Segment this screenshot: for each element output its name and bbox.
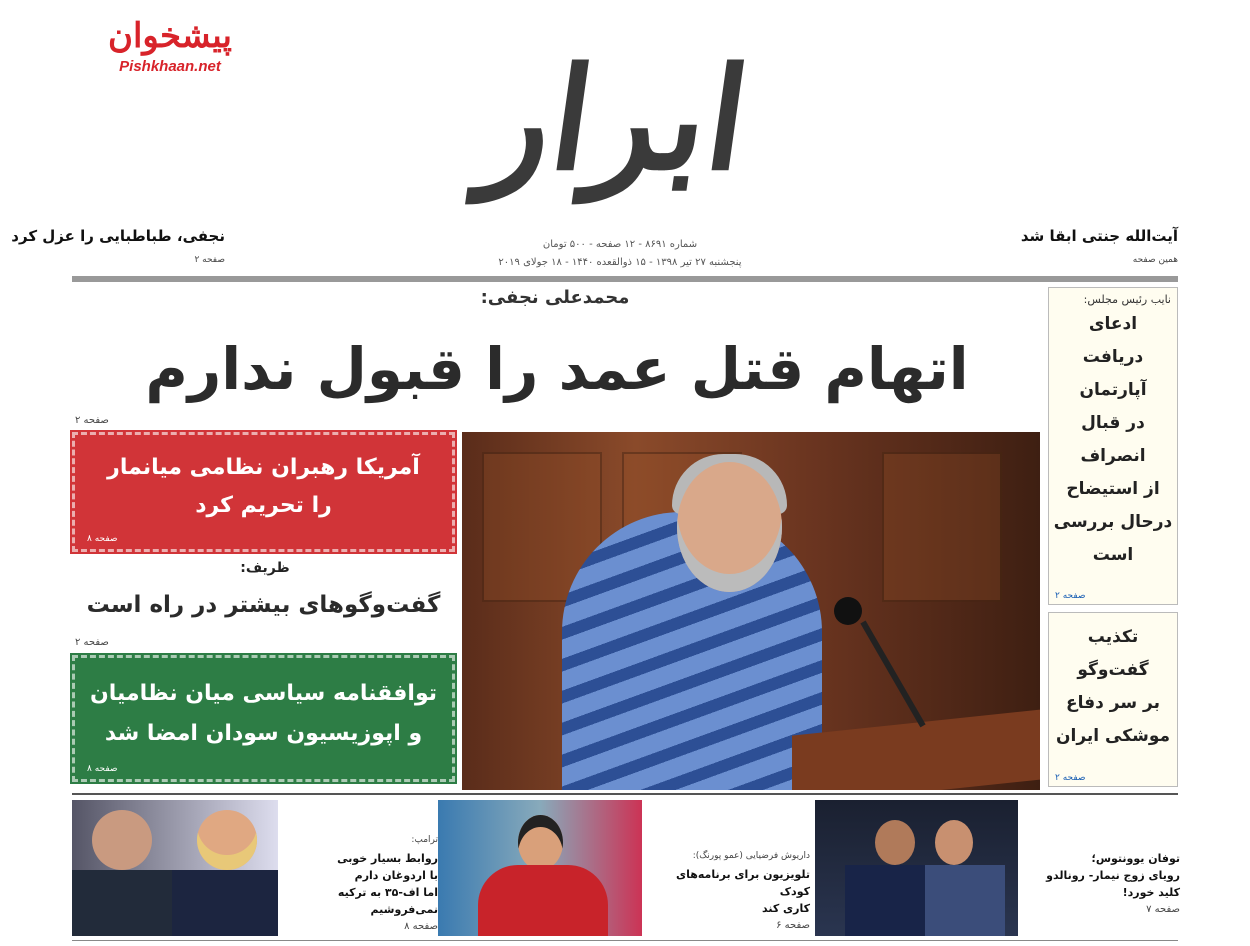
right-story-1-page: صفحه ۲ xyxy=(1055,591,1086,601)
trump-erdogan-photo xyxy=(72,800,278,936)
bottom-story-1[interactable] xyxy=(282,834,438,933)
lead-kicker: محمدعلی نجفی: xyxy=(480,287,630,308)
bottom-story-3-line: رویای زوج نیمار- رونالدو xyxy=(1046,869,1180,882)
red-box-story[interactable] xyxy=(72,432,455,552)
bottom-story-2-page: صفحه ۶ xyxy=(776,920,810,931)
bottom-story-2-line: تلویزیون برای برنامه‌های کودک xyxy=(676,868,810,898)
bottom-story-1-line: اما اف-۳۵ به ترکیه نمی‌فروشیم xyxy=(337,886,438,916)
bottom-rule xyxy=(72,940,1178,941)
bottom-story-1-page: صفحه ۸ xyxy=(404,921,438,932)
right-story-1-line: در قبال xyxy=(1081,413,1145,433)
microphone-icon xyxy=(834,597,862,625)
lead-headline[interactable]: اتهام قتل عمد را قبول ندارم xyxy=(145,335,969,403)
top-right-page: همین صفحه xyxy=(1132,255,1178,265)
right-story-1-line: ادعای xyxy=(1088,314,1138,334)
bottom-story-3[interactable] xyxy=(1022,850,1180,916)
bottom-story-3-line: توفان یوونتوس؛ xyxy=(1091,852,1180,865)
lead-photo xyxy=(462,432,1040,790)
header-rule xyxy=(72,276,1178,282)
zarif-kicker: ظریف: xyxy=(240,560,290,576)
zarif-page: صفحه ۲ xyxy=(75,637,109,648)
pishkhaan-logo xyxy=(95,10,245,110)
bottom-story-1-line: با اردوغان دارم xyxy=(354,869,438,882)
right-story-1-line: آپارتمان xyxy=(1079,380,1147,400)
section-divider xyxy=(72,793,1178,795)
right-column-story-1[interactable] xyxy=(1048,287,1178,605)
green-box-line2: و اپوزیسیون سودان امضا شد xyxy=(104,721,423,746)
zarif-headline[interactable]: گفت‌وگوهای بیشتر در راه است xyxy=(86,592,441,618)
bottom-story-2-kicker: داریوش فرضیایی (عمو پورنگ): xyxy=(692,851,810,861)
green-box-line1: توافقنامه سیاسی میان نظامیان xyxy=(89,681,437,706)
right-story-2-line: تکذیب xyxy=(1087,627,1139,647)
right-story-2-page: صفحه ۲ xyxy=(1055,773,1086,783)
bottom-story-1-line: روابط بسیار خوبی xyxy=(337,852,438,865)
right-story-1-line: درحال بررسی xyxy=(1053,512,1173,532)
bottom-story-3-page: صفحه ۷ xyxy=(1146,904,1180,915)
right-story-2-line: بر سر دفاع xyxy=(1066,693,1160,713)
bottom-story-2-line: کاری کند xyxy=(761,902,810,915)
green-box-story[interactable] xyxy=(72,655,455,782)
red-box-line2: را تحریم کرد xyxy=(195,493,332,518)
right-story-1-kicker: نایب رئیس مجلس: xyxy=(1083,293,1171,306)
top-left-page: صفحه ۲ xyxy=(194,255,225,265)
bottom-story-2[interactable] xyxy=(646,850,810,932)
bottom-story-1-kicker: ترامپ: xyxy=(411,835,438,845)
top-right-story[interactable] xyxy=(1010,226,1178,266)
right-column-story-2[interactable] xyxy=(1048,612,1178,787)
top-left-headline: نجفی، طباطبایی را عزل کرد xyxy=(11,227,225,245)
logo-text-fa: پیشخوان xyxy=(108,16,232,56)
right-story-1-line: انصراف xyxy=(1080,446,1146,466)
football-photo xyxy=(815,800,1018,936)
right-story-2-line: موشکی ایران xyxy=(1055,726,1171,746)
right-story-1-line: از استیضاح xyxy=(1066,479,1160,499)
green-box-page: صفحه ۸ xyxy=(87,764,118,774)
right-story-1-line: است xyxy=(1092,545,1134,565)
pourang-photo xyxy=(438,800,642,936)
date-line: پنجشنبه ۲۷ تیر ۱۳۹۸ - ۱۵ ذوالقعده ۱۴۴۰ - ۱۸ جولای ۲۰۱۹ xyxy=(498,257,742,268)
top-right-headline: آیت‌الله جنتی ابقا شد xyxy=(1020,227,1178,245)
top-left-story[interactable] xyxy=(11,226,225,266)
masthead-title: ابرار xyxy=(473,38,759,202)
red-box-line1: آمریکا رهبران نظامی میانمار xyxy=(107,455,420,480)
lead-page: صفحه ۲ xyxy=(75,415,109,426)
bottom-story-3-line: کلید خورد! xyxy=(1122,886,1180,899)
right-story-2-line: گفت‌وگو xyxy=(1077,660,1149,680)
red-box-page: صفحه ۸ xyxy=(87,534,118,544)
right-story-1-line: دریافت xyxy=(1082,347,1144,367)
issue-line: شماره ۸۶۹۱ - ۱۲ صفحه - ۵۰۰ تومان xyxy=(542,239,698,250)
logo-text-en: Pishkhaan.net xyxy=(119,58,221,75)
